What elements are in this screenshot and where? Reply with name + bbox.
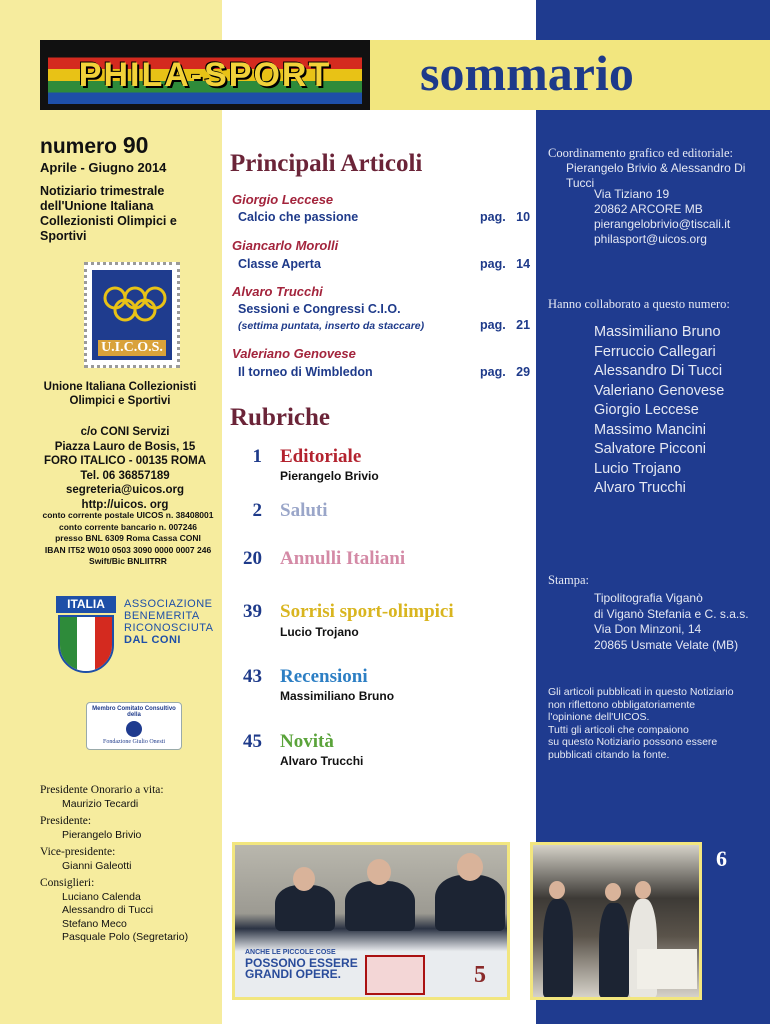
logo-text: PHILA-SPORT [78, 55, 332, 94]
article-title[interactable]: Classe Aperta [238, 257, 321, 271]
issue-description: Notiziario trimestrale dell'Unione Italiana Collezionisti Olimpici e Sportivi [40, 184, 177, 243]
rubrica-author: Massimiliano Bruno [280, 689, 395, 703]
article-author: Giorgio Leccese [232, 192, 334, 207]
italian-flag-shield-icon [58, 615, 114, 673]
rubrica-author: Pierangelo Brivio [280, 469, 379, 483]
collaborators-list: Massimiliano Bruno Ferruccio Callegari Alessandro Di Tucci Valeriano Genovese Giorgio Leccese Massimo Mancini Salvatore Picconi Lucio Trojano Alvaro Trucchi [594, 324, 725, 496]
conference-photo [232, 842, 510, 1000]
article-page: pag. 21 [480, 318, 531, 332]
articles-heading: Principali Articoli [230, 150, 423, 177]
rubrica-number: 43 [243, 666, 262, 687]
rubrica-number: 1 [252, 446, 262, 467]
article-title[interactable]: Il torneo di Wimbledon [238, 365, 373, 379]
rubrica-author: Lucio Trojano [280, 625, 359, 639]
bank-details: conto corrente postale UICOS n. 38408001 conto corrente bancario n. 007246 presso BNL 6309 Roma Cassa CONI IBAN IT52 W010 0503 3090 0000 0007 246 Swift/Bic BNLIITRR [42, 510, 214, 566]
italia-tag: ITALIA [56, 596, 116, 613]
rubrica-title[interactable]: Novità [280, 731, 334, 752]
article-title[interactable]: Sessioni e Congressi C.I.O. [238, 302, 401, 316]
disclaimer: Gli articoli pubblicati in questo Notiziario non riflettono obbligatoriamente l'opinione dell'UICOS. Tutti gli articoli che compaiono su questo Notiziario possono essere pubblicati citando la fonte. [548, 686, 734, 761]
coord-label: Coordinamento grafico ed editoriale: [548, 146, 734, 160]
onesti-foundation-badge: Membro Comitato Consultivo della Fondazione Giulio Onesti [86, 702, 182, 750]
rubrica-number: 2 [252, 500, 262, 521]
olympic-rings-icon [102, 284, 168, 330]
coord-names: Pierangelo Brivio & Alessandro Di Tucci [566, 161, 746, 190]
foundation-logo-icon [126, 721, 142, 737]
org-email[interactable]: segreteria@uicos.org [66, 484, 184, 496]
phila-sport-logo [40, 40, 370, 110]
rubrica-author: Alvaro Trucchi [280, 754, 364, 768]
contact-email[interactable]: pierangelobrivio@tiscali.it [594, 217, 731, 231]
article-page: pag. 29 [480, 365, 531, 379]
uicos-stamp [84, 262, 180, 368]
article-page: pag. 10 [480, 210, 531, 224]
rubrica-title[interactable]: Sorrisi sport-olimpici [280, 601, 454, 622]
rubriche-heading: Rubriche [230, 404, 330, 431]
rubrica-title[interactable]: Editoriale [280, 446, 362, 467]
stampa-label: Stampa: [548, 573, 589, 587]
article-author: Alvaro Trucchi [232, 284, 323, 299]
stampa-block: Tipolitografia Viganò di Viganò Stefania e C. s.a.s. Via Don Minzoni, 14 20865 Usmate Velate (MB) [594, 591, 749, 652]
officers-list: Presidente Onorario a vita: Maurizio Tecardi Presidente: Pierangelo Brivio Vice-presidente: Gianni Galeotti Consiglieri: Luciano Calenda Alessandro di Tucci Stefano Meco Pasquale Polo (Segretario) [40, 784, 189, 943]
org-website[interactable]: http://uicos. org [81, 498, 169, 511]
issue-period: Aprile - Giugno 2014 [40, 160, 167, 175]
rubrica-number: 45 [243, 731, 262, 752]
framed-stamp-sheet [365, 955, 425, 995]
rubrica-number: 20 [243, 548, 262, 569]
org-name: Unione Italiana Collezionisti Olimpici e Sportivi [43, 381, 197, 407]
article-page: pag. 14 [480, 257, 531, 271]
article-note: (settima puntata, inserto da staccare) [238, 320, 425, 332]
contact-block: Via Tiziano 19 20862 ARCORE MB pierangelobrivio@tiscali.it philasport@uicos.org [594, 187, 731, 246]
page-number-right: 6 [716, 846, 727, 871]
collab-label: Hanno collaborato a questo numero: [548, 297, 730, 311]
page-number-left: 5 [474, 962, 486, 988]
rubrica-title[interactable]: Annulli Italiani [280, 548, 406, 569]
article-author: Valeriano Genovese [232, 346, 356, 361]
award-photo [530, 842, 702, 1000]
article-author: Giancarlo Morolli [232, 238, 339, 253]
page-title: sommario [420, 45, 634, 101]
contact-email[interactable]: philasport@uicos.org [594, 232, 707, 246]
article-title[interactable]: Calcio che passione [238, 210, 359, 224]
banner-slogan: ANCHE LE PICCOLE COSE POSSONO ESSERE GRANDI OPERE. [245, 949, 358, 981]
org-address: c/o CONI Servizi Piazza Lauro de Bosis, 15 FORO ITALICO - 00135 ROMA Tel. 06 36857189 segreteria@uicos.org http://uicos. org [40, 425, 210, 512]
issue-number: numero 90 [40, 132, 149, 158]
rubrica-title[interactable]: Recensioni [280, 666, 368, 687]
rubrica-number: 39 [243, 601, 262, 622]
coni-association: ASSOCIAZIONE BENEMERITA RICONOSCIUTA DAL CONI [124, 598, 214, 646]
stamp-label: U.I.C.O.S. [98, 340, 166, 356]
coni-italia-badge [56, 596, 116, 676]
rubrica-title[interactable]: Saluti [280, 500, 328, 521]
